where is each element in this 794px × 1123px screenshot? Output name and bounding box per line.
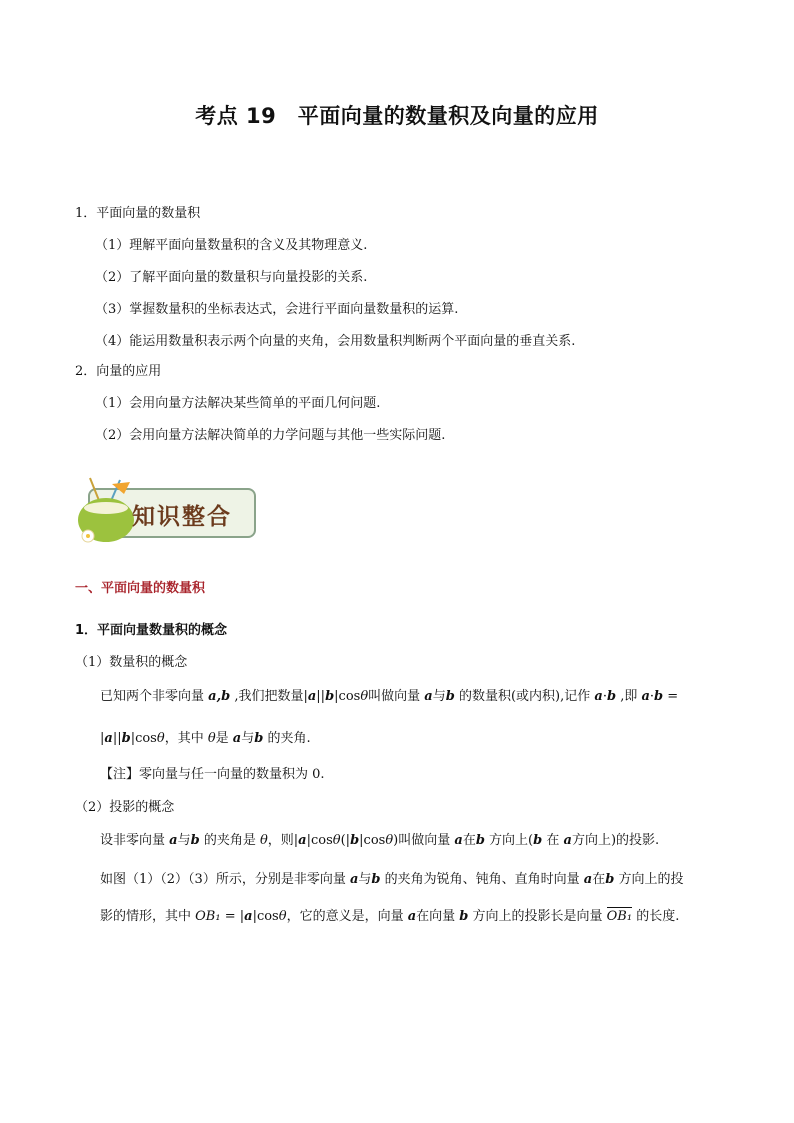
note-line: 【注】零向量与任一向量的数量积为 0. — [100, 767, 325, 782]
page-title: 考点 19 平面向量的数量积及向量的应用 — [195, 104, 599, 128]
projection-line-2: 如图（1）（2）（3）所示，分别是非零向量 a与b 的夹角为锐角、钝角、直角时向量 a在b 方向上的投 — [100, 872, 684, 887]
paragraph-label: （2）投影的概念 — [75, 800, 175, 815]
outline-item: （1）理解平面向量数量积的含义及其物理意义. — [95, 238, 368, 253]
outline-item: （2）了解平面向量的数量积与向量投影的关系. — [95, 270, 368, 285]
coconut-drink-icon — [68, 474, 138, 548]
knowledge-banner — [68, 474, 254, 548]
banner-title: 知识整合 — [132, 504, 232, 530]
projection-line-3: 影的情形，其中 OB₁ = |a|cosθ，它的意义是，向量 a在向量 b 方向上的投影长是向量 OB₁ 的长度. — [100, 909, 680, 924]
outline-section-2: 2．向量的应用 — [75, 364, 162, 379]
subsection-heading: 1．平面向量数量积的概念 — [75, 623, 228, 638]
paragraph-label: （1）数量积的概念 — [75, 655, 188, 670]
outline-item: （3）掌握数量积的坐标表达式，会进行平面向量数量积的运算. — [95, 302, 459, 317]
outline-item: （4）能运用数量积表示两个向量的夹角，会用数量积判断两个平面向量的垂直关系. — [95, 334, 576, 349]
vector-ob1: OB₁ — [606, 909, 633, 924]
projection-line-1: 设非零向量 a与b 的夹角是 θ，则|a|cosθ(|b|cosθ)叫做向量 a在b 方向上(b 在 a方向上)的投影. — [100, 833, 660, 848]
definition-line-2: |a||b|cosθ，其中 θ是 a与b 的夹角. — [100, 731, 311, 746]
outline-item: （2）会用向量方法解决简单的力学问题与其他一些实际问题. — [95, 428, 446, 443]
outline-item: （1）会用向量方法解决某些简单的平面几何问题. — [95, 396, 381, 411]
outline-section-1: 1．平面向量的数量积 — [75, 206, 201, 221]
section-heading: 一、平面向量的数量积 — [75, 581, 206, 596]
definition-line-1: 已知两个非零向量 a,b ,我们把数量|a||b|cosθ叫做向量 a与b 的数量积(或内积),记作 a·b ,即 a·b = — [100, 689, 679, 704]
